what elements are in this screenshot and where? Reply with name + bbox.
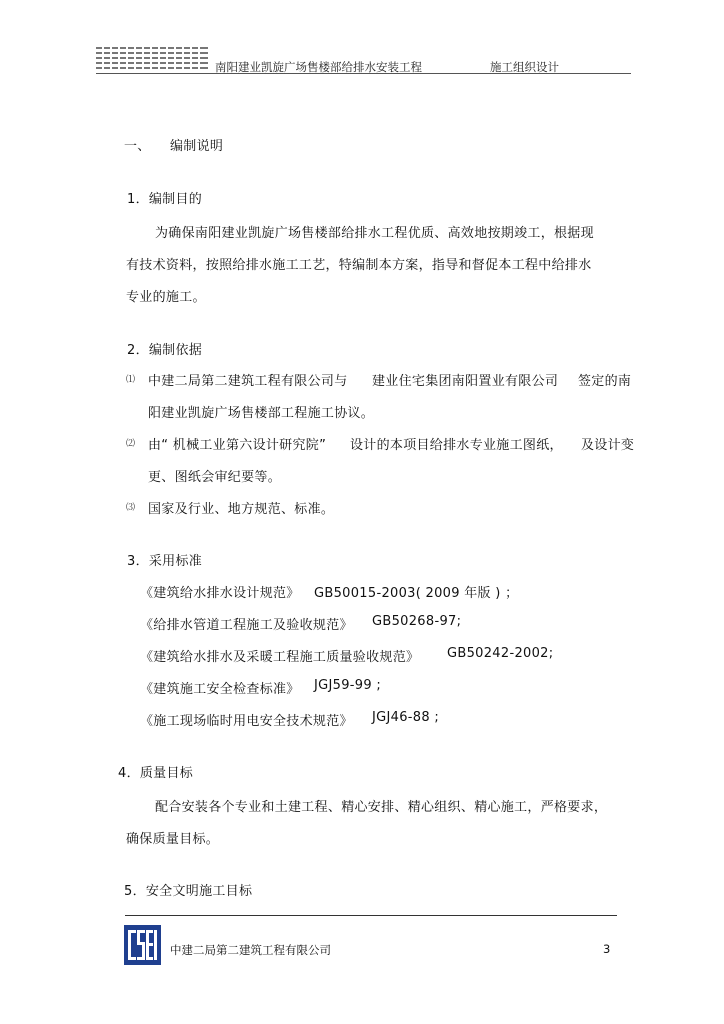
quality-line-2: 确保质量目标。	[126, 832, 220, 847]
standard-name: 《建筑给水排水及采暖工程施工质量验收规范》	[140, 650, 420, 665]
standard-code: JGJ59-99 ;	[314, 678, 382, 693]
purpose-line-1: 为确保南阳建业凯旋广场售楼部给排水工程优质、高效地按期竣工，根据现	[155, 226, 594, 241]
standards-heading: 3．采用标准	[127, 554, 203, 569]
purpose-line-3: 专业的施工。	[126, 290, 206, 305]
purpose-heading: 1．编制目的	[127, 192, 203, 207]
standard-code: GB50015-2003( 2009 年版 ) ；	[314, 586, 519, 601]
basis-item-3-marker: ⑶	[126, 503, 136, 513]
header-project-title: 南阳建业凯旋广场售楼部给排水安装工程	[215, 60, 422, 74]
footer-divider	[125, 915, 617, 916]
company-pattern-icon	[96, 47, 208, 69]
basis-item-2-seg1: 由“ 机械工业第六设计研究院”	[148, 438, 327, 453]
basis-item-2-seg3: 及设计变	[581, 438, 635, 453]
standard-name: 《施工现场临时用电安全技术规范》	[140, 714, 353, 729]
basis-heading: 2．编制依据	[127, 343, 203, 358]
basis-item-1-seg1: 中建二局第二建筑工程有限公司与	[148, 374, 348, 389]
standard-name: 《建筑给水排水设计规范》	[140, 586, 300, 601]
safety-heading: 5．安全文明施工目标	[124, 884, 253, 899]
basis-item-2-seg2: 设计的本项目给排水专业施工图纸，	[350, 438, 563, 453]
footer-company: 中建二局第二建筑工程有限公司	[170, 943, 331, 957]
basis-item-2-marker: ⑵	[126, 439, 136, 449]
page-number: 3	[603, 942, 611, 956]
section-number: 一、	[124, 139, 151, 154]
quality-line-1: 配合安装各个专业和土建工程、精心安排、精心组织、精心施工，严格要求，	[155, 800, 608, 815]
standard-code: GB50268-97;	[372, 614, 462, 629]
header-divider	[96, 73, 631, 74]
standard-code: GB50242-2002;	[447, 646, 554, 661]
header-doc-type: 施工组织设计	[490, 60, 559, 74]
basis-item-2-line2: 更、图纸会审纪要等。	[148, 470, 282, 485]
basis-item-1-seg2: 建业住宅集团南阳置业有限公司	[372, 374, 559, 389]
basis-item-1-line2: 阳建业凯旋广场售楼部工程施工协议。	[148, 406, 375, 421]
basis-item-1-marker: ⑴	[126, 375, 136, 385]
purpose-line-2: 有技术资料，按照给排水施工工艺，特编制本方案，指导和督促本工程中给排水	[126, 258, 592, 273]
cscec-logo-icon	[124, 925, 161, 965]
basis-item-1-seg3: 签定的南	[578, 374, 632, 389]
basis-item-3-text: 国家及行业、地方规范、标准。	[148, 502, 335, 517]
quality-heading: 4．质量目标	[118, 766, 194, 781]
section-title: 编制说明	[170, 139, 224, 154]
standard-name: 《建筑施工安全检查标准》	[140, 682, 300, 697]
standard-code: JGJ46-88 ;	[372, 710, 440, 725]
standard-name: 《给排水管道工程施工及验收规范》	[140, 618, 353, 633]
